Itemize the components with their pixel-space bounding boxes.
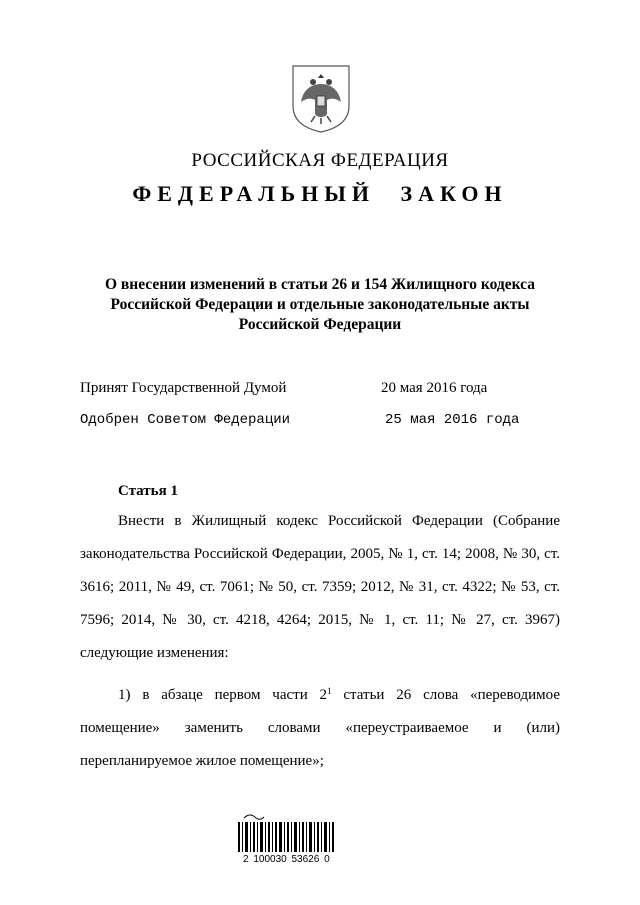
coat-of-arms-emblem [289, 62, 353, 134]
barcode-number: 2 100030 53626 0 [243, 854, 330, 865]
law-title-line: О внесении изменений в статьи 26 и 154 Жилищного кодекса [104, 276, 535, 293]
law-title [80, 275, 560, 335]
article-heading: Статья 1 [118, 483, 178, 499]
paragraph-2-start: 1) в абзаце первом части 2 [118, 687, 328, 703]
country-heading: РОССИЙСКАЯ ФЕДЕРАЦИЯ [191, 150, 449, 171]
duma-adoption-label: Принят Государственной Думой [80, 380, 287, 396]
barcode [236, 812, 336, 854]
paragraph-2-rest: статьи 26 слова «переводимое помещение» заменить словами «переустраиваемое и (или) перепланируемое жилое помещение»; [80, 687, 560, 769]
law-title-line: Российской Федерации и отдельные законодательные акты [110, 296, 530, 313]
document-type-heading: ФЕДЕРАЛЬНЫЙ ЗАКОН [132, 181, 508, 206]
superscript-index: 1 [327, 686, 332, 696]
article-paragraph-2 [80, 679, 560, 778]
article-paragraph-1: Внести в Жилищный кодекс Российской Федерации (Собрание законодательства Российской Федерации, 2005, № 1, ст. 14; 2008, № 30, ст. 3616; 2011, № 49, ст. 7061; № 50, ст. 7359; 2012, № 31, ст. 4322; № 53, ст. 7596; 2014, № 30, ст. 4218, 4264; 2015, № 1, ст. 11; № 27, ст. 3967) следующие изменения: [80, 513, 560, 661]
duma-adoption-date: 20 мая 2016 года [381, 380, 488, 396]
council-approval-date: 25 мая 2016 года [385, 412, 520, 428]
law-title-line: Российской Федерации [238, 316, 402, 333]
council-approval-label: Одобрен Советом Федерации [80, 412, 291, 428]
